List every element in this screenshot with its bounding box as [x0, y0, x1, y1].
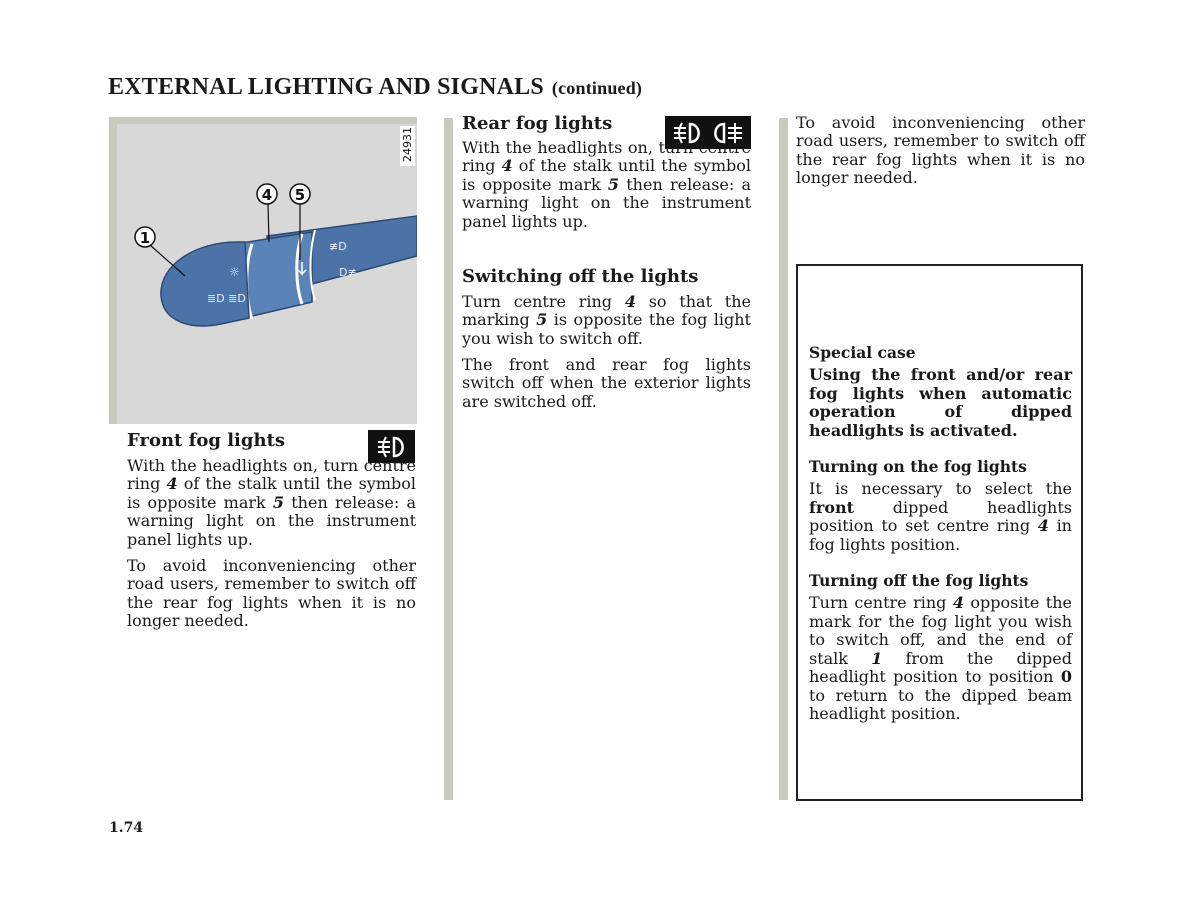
left-column-rule-top	[109, 117, 417, 124]
rear-fog-title: Rear fog lights	[462, 113, 613, 134]
svg-text:D≢: D≢	[339, 266, 357, 279]
rear-fog-para-1: With the headlights on, turn centre ring 4 of the stalk until the symbol is opposite mark 5 then release: a warning light on the instrument panel lights up.	[462, 138, 752, 231]
right-column-para: To avoid inconveniencing other road users, remember to switch off the rear fog lights when it is no longer needed.	[796, 113, 1085, 188]
turning-off-para: Turn centre ring 4 opposite the mark for the fog light you wish to switch off, and the end of stalk 1 from the dipped headlight position to position 0 to return to the dipped beam headlight position.	[809, 593, 1073, 723]
switching-off-para-2: The front and rear fog lights switch off when the exterior lights are switched off.	[462, 355, 751, 411]
front-fog-title: Front fog lights	[127, 430, 286, 451]
title-continued: (continued)	[551, 78, 643, 98]
light-stalk-figure	[117, 124, 417, 424]
middle-column-rule	[444, 118, 453, 800]
switching-off-title: Switching off the lights	[462, 266, 699, 287]
page-title	[108, 74, 642, 101]
left-column-rule	[109, 117, 117, 424]
light-stalk-illustration	[117, 124, 417, 424]
callout-5-label: 5	[294, 186, 306, 204]
turning-off-heading: Turning off the fog lights	[809, 571, 1029, 591]
title-text: EXTERNAL LIGHTING AND SIGNALS	[108, 74, 544, 100]
figure-code: 24931	[401, 127, 414, 162]
special-case-panel	[796, 264, 1083, 801]
page-number: 1.74	[109, 820, 144, 836]
turning-on-para: It is necessary to select the front dipped headlights position to set centre ring 4 in fog lights position.	[809, 479, 1072, 554]
front-fog-para-2: To avoid inconveniencing other road users, remember to switch off the rear fog lights when it is no longer needed.	[127, 556, 416, 631]
svg-text:≢D: ≢D	[329, 240, 347, 253]
callout-1-label: 1	[139, 229, 151, 247]
special-case-bold-para: Using the front and/or rear fog lights when automatic operation of dipped headlights is activated.	[809, 365, 1072, 440]
svg-text:☼: ☼	[229, 265, 240, 279]
special-case-heading: Special case	[809, 343, 916, 362]
special-case-content	[809, 344, 1072, 723]
svg-text:≣D ≣D: ≣D ≣D	[207, 292, 246, 305]
right-column-rule	[779, 118, 788, 800]
front-fog-para-1: With the headlights on, turn centre ring 4 of the stalk until the symbol is opposite mark 5 then release: a warning light on the instrument panel lights up.	[127, 456, 417, 549]
switching-off-para-1: Turn centre ring 4 so that the marking 5 is opposite the fog light you wish to switch off.	[462, 292, 751, 348]
turning-on-heading: Turning on the fog lights	[809, 457, 1027, 477]
callout-4-label: 4	[261, 186, 273, 204]
